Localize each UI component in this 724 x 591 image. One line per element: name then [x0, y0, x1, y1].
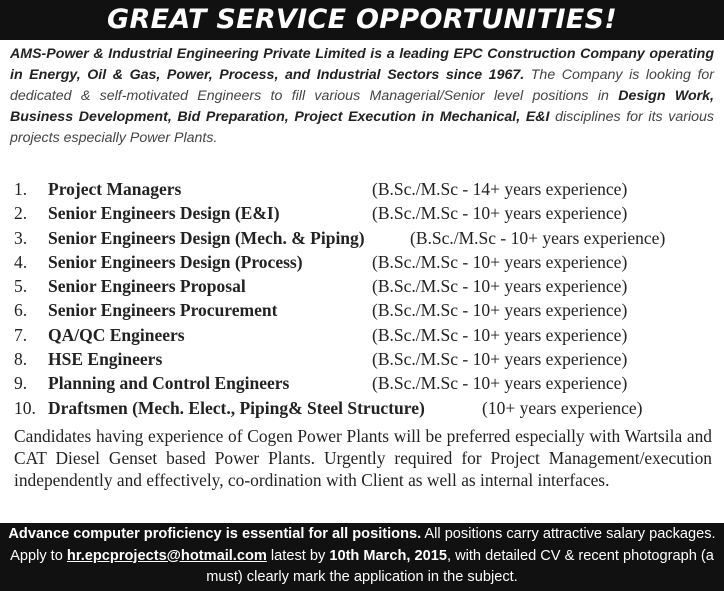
job-requirement: (B.Sc./M.Sc - 10+ years experience)	[372, 349, 628, 370]
job-title: Senior Engineers Design (Mech. & Piping)	[48, 227, 365, 248]
list-item	[14, 371, 714, 395]
deadline-date: 10th March, 2015	[329, 547, 447, 564]
job-requirement: (B.Sc./M.Sc - 14+ years experience)	[372, 179, 628, 199]
job-title: QA/QC Engineers	[48, 324, 185, 345]
job-title: Senior Engineers Design (E&I)	[48, 203, 280, 224]
job-number: 1.	[14, 179, 28, 199]
job-title: Senior Engineers Procurement	[48, 300, 278, 321]
discipline-areas: Design Work, Business Development, Bid Preparation, Project Execution in Mechanical, E&I	[10, 88, 714, 125]
footer-text-2: latest by	[266, 547, 330, 564]
job-list	[14, 177, 714, 420]
list-item	[14, 250, 714, 274]
job-number: 4.	[14, 251, 28, 272]
list-item	[14, 323, 714, 347]
job-requirement: (B.Sc./M.Sc - 10+ years experience)	[372, 373, 628, 394]
list-item	[14, 177, 714, 201]
apply-email-link[interactable]: hr.epcprojects@hotmail.com	[66, 547, 267, 564]
company-intro	[10, 44, 714, 149]
list-item	[14, 274, 714, 298]
intro-text-2: disciplines for its various projects especially Power Plants.	[10, 109, 714, 146]
job-title: Draftsmen (Mech. Elect., Piping& Steel Structure)	[48, 397, 425, 418]
job-number: 6.	[14, 300, 28, 321]
footer-text-1: All positions carry attractive salary packages. Apply to	[10, 526, 716, 564]
application-footer	[0, 523, 724, 591]
candidate-preferences: Candidates having experience of Cogen Power Plants will be preferred especially with Wartsila and CAT Diesel Genset based Power Plants. Urgently required for Project Management/execution independently and effectively, co-ordination with Client as well as internal interfaces.	[14, 426, 712, 490]
company-lead: AMS-Power & Industrial Engineering Private Limited is a leading EPC Construction Company operating in Energy, Oil & Gas, Power, Process, and Industrial Sectors since 1967.	[10, 46, 714, 83]
job-title: HSE Engineers	[48, 349, 163, 370]
job-requirement: (B.Sc./M.Sc - 10+ years experience)	[372, 276, 628, 297]
list-item	[14, 396, 714, 420]
list-item	[14, 298, 714, 322]
job-requirement: (B.Sc./M.Sc - 10+ years experience)	[372, 300, 628, 321]
intro-text-1: The Company is looking for dedicated & self-motivated Engineers to fill various Managerial/Senior level positions in	[10, 67, 714, 104]
job-number: 2.	[14, 203, 28, 224]
job-number: 7.	[14, 324, 28, 345]
job-number: 10.	[14, 397, 36, 418]
job-number: 5.	[14, 276, 28, 297]
job-requirement: (B.Sc./M.Sc - 10+ years experience)	[372, 203, 628, 224]
footer-text-3: , with detailed CV & recent photograph (a must) clearly mark the application in the subject.	[206, 547, 714, 585]
job-requirement: (B.Sc./M.Sc - 10+ years experience)	[372, 251, 628, 272]
job-number: 8.	[14, 349, 28, 370]
job-number: 3.	[14, 227, 28, 248]
footer-bold-lead: Advance computer proficiency is essential for all positions.	[8, 526, 422, 542]
page-title: GREAT SERVICE OPPORTUNITIES!	[0, 0, 724, 40]
job-title: Project Managers	[48, 179, 182, 199]
job-requirement: (B.Sc./M.Sc - 10+ years experience)	[410, 227, 666, 248]
job-title: Senior Engineers Proposal	[48, 276, 246, 297]
job-title: Senior Engineers Design (Process)	[48, 251, 303, 272]
list-item	[14, 347, 714, 371]
job-requirement: (10+ years experience)	[482, 397, 643, 418]
job-title: Planning and Control Engineers	[48, 373, 290, 394]
list-item	[14, 226, 714, 250]
job-requirement: (B.Sc./M.Sc - 10+ years experience)	[372, 324, 628, 345]
job-number: 9.	[14, 373, 28, 394]
list-item	[14, 201, 714, 225]
